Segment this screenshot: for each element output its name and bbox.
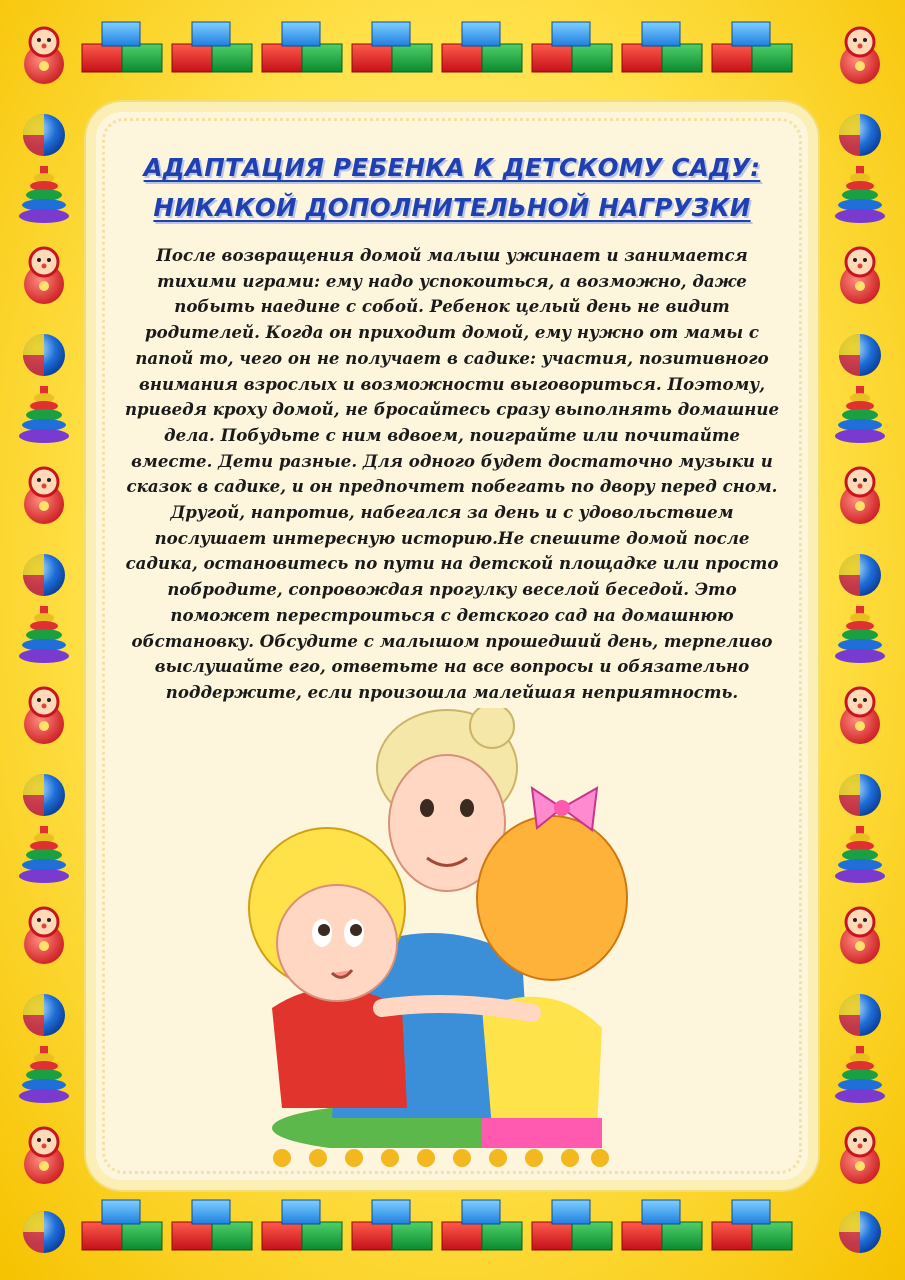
title-line-2: НИКАКОЙ ДОПОЛНИТЕЛЬНОЙ НАГРУЗКИ (153, 193, 751, 222)
body-paragraph: После возвращения домой малыш ужинает и занимается тихими играми: ему надо успокоиться, а возможно, даже побыть наедине с собой. Ребенок целый день не видит родителей. Когда он приходит домой, ему нужно от мамы с папой то, чего он не получает в садике: участия, позитивного внимания взрослых и возможности выговориться. Поэтому, приведя кроху домой, не бросайтесь сразу выполнять домашние дела. Побудьте с ним вдвоем, поиграйте или почитайте вместе. Дети разные. Для одного будет достаточно музыки и сказок в садике, и он предпочтет побегать по двору перед сном. Другой, напротив, набегался за день и с удовольствием послушает интересную историю.Не спешите домой после садика, остановитесь по пути на детской площадке или просто побродите, сопровождая прогулку веселой беседой. Это поможет перестроиться с детского сад на домашнюю обстановку. Обсудите с малышом прошедший день, терпеливо выслушайте его, ответьте на все вопросы и обязательно поддержите, если произошла малейшая неприятность. (124, 245, 780, 702)
grandmother-bun (470, 708, 514, 748)
boy-face (277, 885, 397, 1001)
girl-hair (477, 816, 627, 980)
family-hug-illustration (232, 708, 632, 1148)
flower-dots-row (270, 1146, 610, 1170)
page-title (96, 148, 808, 228)
title-line-1: АДАПТАЦИЯ РЕБЕНКА К ДЕТСКОМУ САДУ: (143, 153, 761, 182)
